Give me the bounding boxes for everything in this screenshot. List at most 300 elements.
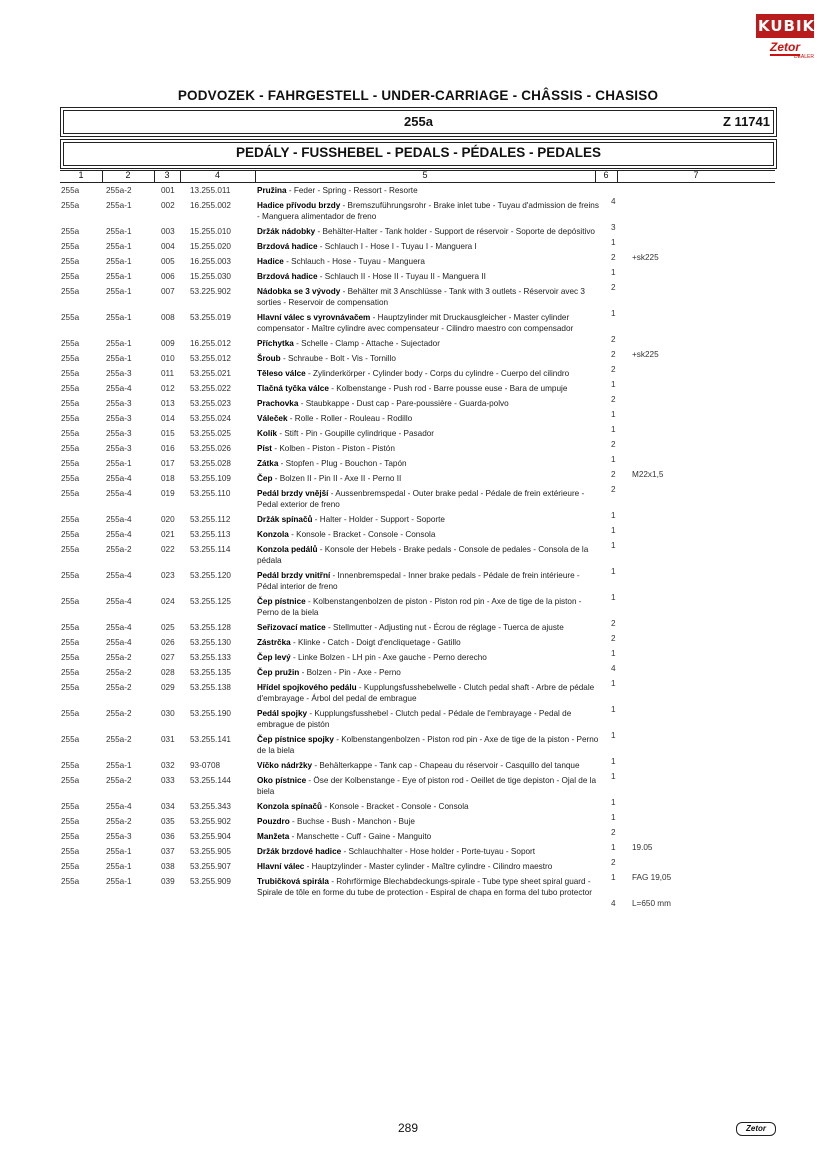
cell-col1: 255a bbox=[61, 653, 80, 662]
cell-col3: 014 bbox=[161, 414, 175, 423]
part-translations: - Stift - Pin - Goupille cylindrique - Pasador bbox=[279, 429, 435, 438]
part-description bbox=[257, 271, 602, 282]
cell-col4: 53.255.141 bbox=[190, 735, 231, 744]
part-description bbox=[257, 831, 602, 842]
part-translations: - Klinke - Catch - Doigt d'encliquetage - Gatillo bbox=[292, 638, 461, 647]
cell-col4: 53.255.907 bbox=[190, 862, 231, 871]
cell-col4: 53.255.343 bbox=[190, 802, 231, 811]
cell-col4: 53.255.113 bbox=[190, 530, 231, 539]
part-translations: - Kolbenstange - Push rod - Barre pousse euse - Bara de umpuje bbox=[331, 384, 568, 393]
cell-col4: 13.255.011 bbox=[190, 186, 231, 195]
cell-col1: 255a bbox=[61, 530, 80, 539]
part-name: Zátka bbox=[257, 459, 279, 468]
part-translations: - Schlauch I - Hose I - Tuyau I - Manguera I bbox=[319, 242, 477, 251]
part-translations: - Kolben - Piston - Piston - Pistón bbox=[274, 444, 395, 453]
cell-col2: 255a-1 bbox=[106, 761, 132, 770]
cell-col3: 031 bbox=[161, 735, 175, 744]
part-description bbox=[257, 652, 602, 663]
part-name: Zástrčka bbox=[257, 638, 291, 647]
col-header-3: 3 bbox=[164, 170, 170, 180]
part-quantity: 1 bbox=[611, 772, 616, 781]
cell-col3: 015 bbox=[161, 429, 175, 438]
part-name: Brzdová hadice bbox=[257, 242, 318, 251]
part-translations: - Feder - Spring - Ressort - Resorte bbox=[288, 186, 418, 195]
part-quantity: 2 bbox=[611, 335, 616, 344]
part-quantity: 1 bbox=[611, 309, 616, 318]
part-quantity: 2 bbox=[611, 470, 616, 479]
part-quantity: 2 bbox=[611, 858, 616, 867]
cell-col3: 012 bbox=[161, 384, 175, 393]
part-name: Pedál brzdy vnitřní bbox=[257, 571, 331, 580]
cell-col2: 255a-3 bbox=[106, 414, 132, 423]
col-header-6: 6 bbox=[603, 170, 609, 180]
part-quantity: 1 bbox=[611, 541, 616, 550]
cell-col4: 53.255.028 bbox=[190, 459, 231, 468]
group-code: 255a bbox=[404, 114, 433, 129]
part-name: Pedál brzdy vnější bbox=[257, 489, 329, 498]
cell-col1: 255a bbox=[61, 709, 80, 718]
cell-col1: 255a bbox=[61, 474, 80, 483]
cell-col4: 53.255.026 bbox=[190, 444, 231, 453]
part-quantity: 1 bbox=[611, 526, 616, 535]
section-box bbox=[60, 139, 777, 169]
part-description bbox=[257, 428, 602, 439]
part-description bbox=[257, 682, 602, 704]
part-name: Brzdová hadice bbox=[257, 272, 318, 281]
cell-col1: 255a bbox=[61, 802, 80, 811]
part-translations: - Manschette - Cuff - Gaine - Manguito bbox=[291, 832, 432, 841]
cell-col1: 255a bbox=[61, 832, 80, 841]
part-translations: - Aussenbremspedal - Outer brake pedal - Pédale de frein extérieure - Pedal exterior de freno bbox=[257, 489, 585, 509]
cell-col2: 255a-4 bbox=[106, 530, 132, 539]
cell-col3: 033 bbox=[161, 776, 175, 785]
cell-col3: 037 bbox=[161, 847, 175, 856]
cell-col3: 002 bbox=[161, 201, 175, 210]
part-description bbox=[257, 861, 602, 872]
cell-col4: 53.255.144 bbox=[190, 776, 231, 785]
part-name: Šroub bbox=[257, 354, 281, 363]
col-header-2: 2 bbox=[125, 170, 131, 180]
part-description bbox=[257, 708, 602, 730]
part-quantity: 2 bbox=[611, 485, 616, 494]
cell-col3: 038 bbox=[161, 862, 175, 871]
part-quantity: 1 bbox=[611, 455, 616, 464]
part-name: Čep pístnice spojky bbox=[257, 735, 334, 744]
part-description bbox=[257, 570, 602, 592]
part-note: M22x1,5 bbox=[632, 470, 664, 479]
part-quantity: 4 bbox=[611, 197, 616, 206]
cell-col2: 255a-4 bbox=[106, 597, 132, 606]
cell-col2: 255a-3 bbox=[106, 444, 132, 453]
part-translations: - Halter - Holder - Support - Soporte bbox=[314, 515, 445, 524]
cell-col3: 005 bbox=[161, 257, 175, 266]
part-translations: - Stellmutter - Adjusting nut - Écrou de réglage - Tuerca de ajuste bbox=[328, 623, 564, 632]
cell-col4: 53.255.138 bbox=[190, 683, 231, 692]
part-name: Hlavní válec s vyrovnávačem bbox=[257, 313, 371, 322]
cell-col1: 255a bbox=[61, 227, 80, 236]
parts-table bbox=[0, 185, 826, 908]
column-header-row bbox=[60, 170, 775, 183]
part-name: Hlavní válec bbox=[257, 862, 305, 871]
cell-col3: 017 bbox=[161, 459, 175, 468]
part-translations: - Konsole - Bracket - Console - Consola bbox=[324, 802, 469, 811]
cell-col3: 029 bbox=[161, 683, 175, 692]
part-quantity: 2 bbox=[611, 619, 616, 628]
cell-col3: 016 bbox=[161, 444, 175, 453]
cell-col3: 027 bbox=[161, 653, 175, 662]
part-note: 19.05 bbox=[632, 843, 653, 852]
part-quantity: 2 bbox=[611, 634, 616, 643]
cell-col1: 255a bbox=[61, 414, 80, 423]
part-name: Čep bbox=[257, 474, 273, 483]
part-name: Konzola pedálů bbox=[257, 545, 318, 554]
part-name: Pedál spojky bbox=[257, 709, 308, 718]
part-name: Pružina bbox=[257, 186, 287, 195]
part-description bbox=[257, 256, 602, 267]
logo-tagline: DEALER bbox=[793, 54, 814, 60]
cell-col2: 255a-3 bbox=[106, 832, 132, 841]
cell-col2: 255a-1 bbox=[106, 339, 132, 348]
cell-col2: 255a-2 bbox=[106, 735, 132, 744]
part-name: Pouzdro bbox=[257, 817, 290, 826]
cell-col1: 255a bbox=[61, 761, 80, 770]
part-quantity: 2 bbox=[611, 395, 616, 404]
cell-col4: 53.255.133 bbox=[190, 653, 231, 662]
kubik-logo bbox=[756, 14, 814, 70]
cell-col3: 001 bbox=[161, 186, 175, 195]
cell-col4: 53.255.125 bbox=[190, 597, 231, 606]
cell-col2: 255a-3 bbox=[106, 429, 132, 438]
cell-col1: 255a bbox=[61, 638, 80, 647]
part-translations: - Kolbenstangenbolzen de piston - Piston rod pin - Axe de tige de la piston - Perno de la biela bbox=[257, 597, 582, 617]
part-description bbox=[257, 514, 602, 525]
cell-col1: 255a bbox=[61, 201, 80, 210]
part-translations: - Behälter-Halter - Tank holder - Support de réservoir - Soporte de depósitivo bbox=[317, 227, 595, 236]
cell-col4: 53.255.025 bbox=[190, 429, 231, 438]
part-name: Hadice přívodu brzdy bbox=[257, 201, 341, 210]
cell-col4: 53.255.012 bbox=[190, 354, 231, 363]
cell-col2: 255a-2 bbox=[106, 817, 132, 826]
page-header-title: PODVOZEK - FAHRGESTELL - UNDER-CARRIAGE - CHÂSSIS - CHASISO bbox=[177, 88, 659, 103]
cell-col1: 255a bbox=[61, 429, 80, 438]
cell-col3: 008 bbox=[161, 313, 175, 322]
cell-col2: 255a-2 bbox=[106, 709, 132, 718]
cell-col3: 022 bbox=[161, 545, 175, 554]
part-translations: - Stopfen - Plug - Bouchon - Tapón bbox=[280, 459, 407, 468]
part-translations: - Kupplungsfusshebelwelle - Clutch pedal shaft - Arbre de pédale d'embrayage - Árbol del pedal de embrague bbox=[257, 683, 595, 703]
part-quantity: 1 bbox=[611, 843, 616, 852]
part-description bbox=[257, 368, 602, 379]
cell-col2: 255a-2 bbox=[106, 668, 132, 677]
cell-col3: 011 bbox=[161, 369, 175, 378]
cell-col3: 023 bbox=[161, 571, 175, 580]
cell-col2: 255a-1 bbox=[106, 227, 132, 236]
part-quantity: 1 bbox=[611, 268, 616, 277]
part-quantity: 1 bbox=[611, 567, 616, 576]
part-translations: - Linke Bolzen - LH pin - Axe gauche - Perno derecho bbox=[292, 653, 487, 662]
cell-col4: 16.255.002 bbox=[190, 201, 231, 210]
cell-col2: 255a-4 bbox=[106, 571, 132, 580]
part-name: Čep pružin bbox=[257, 668, 300, 677]
cell-col1: 255a bbox=[61, 369, 80, 378]
part-translations: - Schlauch - Hose - Tuyau - Manguera bbox=[286, 257, 425, 266]
cell-col2: 255a-2 bbox=[106, 545, 132, 554]
part-quantity: 2 bbox=[611, 253, 616, 262]
cell-col1: 255a bbox=[61, 339, 80, 348]
cell-col3: 039 bbox=[161, 877, 175, 886]
part-name: Váleček bbox=[257, 414, 288, 423]
cell-col1: 255a bbox=[61, 668, 80, 677]
cell-col3: 026 bbox=[161, 638, 175, 647]
part-quantity: 4 bbox=[611, 664, 616, 673]
cell-col4: 53.255.021 bbox=[190, 369, 231, 378]
part-quantity: 1 bbox=[611, 380, 616, 389]
part-quantity: 1 bbox=[611, 679, 616, 688]
part-description bbox=[257, 226, 602, 237]
cell-col2: 255a-4 bbox=[106, 489, 132, 498]
cell-col4: 53.255.109 bbox=[190, 474, 231, 483]
part-description bbox=[257, 816, 602, 827]
part-name: Manžeta bbox=[257, 832, 290, 841]
part-description bbox=[257, 529, 602, 540]
cell-col1: 255a bbox=[61, 571, 80, 580]
part-description bbox=[257, 488, 602, 510]
cell-col4: 53.255.022 bbox=[190, 384, 231, 393]
cell-col3: 036 bbox=[161, 832, 175, 841]
part-name: Trubičková spirála bbox=[257, 877, 329, 886]
part-name: Těleso válce bbox=[257, 369, 306, 378]
part-translations: - Buchse - Bush - Manchon - Buje bbox=[292, 817, 415, 826]
cell-col4: 53.255.120 bbox=[190, 571, 231, 580]
cell-col3: 024 bbox=[161, 597, 175, 606]
cell-col2: 255a-1 bbox=[106, 862, 132, 871]
cell-col4: 16.255.012 bbox=[190, 339, 231, 348]
part-name: Oko pístnice bbox=[257, 776, 307, 785]
cell-col1: 255a bbox=[61, 847, 80, 856]
part-name: Hadice bbox=[257, 257, 284, 266]
cell-col2: 255a-1 bbox=[106, 242, 132, 251]
cell-col4: 53.255.110 bbox=[190, 489, 231, 498]
group-box bbox=[60, 107, 777, 137]
part-description bbox=[257, 846, 602, 857]
cell-col2: 255a-3 bbox=[106, 399, 132, 408]
cell-col4: 53.255.023 bbox=[190, 399, 231, 408]
cell-col2: 255a-2 bbox=[106, 653, 132, 662]
part-description bbox=[257, 286, 602, 308]
part-name: Hřídel spojkového pedálu bbox=[257, 683, 357, 692]
part-translations: - Behälterkappe - Tank cap - Chapeau du réservoir - Casquillo del tanque bbox=[314, 761, 580, 770]
part-description bbox=[257, 637, 602, 648]
part-description bbox=[257, 760, 602, 771]
part-quantity: 1 bbox=[611, 511, 616, 520]
part-translations: - Öse der Kolbenstange - Eye of piston rod - Oeillet de tige depiston - Ojal de la biela bbox=[257, 776, 597, 796]
part-name: Čep levý bbox=[257, 653, 291, 662]
part-translations: - Kupplungsfusshebel - Clutch pedal - Pédale de l'embrayage - Pedal de embrague de pistón bbox=[257, 709, 572, 729]
cell-col3: 006 bbox=[161, 272, 175, 281]
cell-col3: 025 bbox=[161, 623, 175, 632]
part-translations: - Hauptzylinder mit Druckausgleicher - Master cylinder compensator - Maître cylindre avec compensateur - Cilindro maestro con compensador bbox=[257, 313, 574, 333]
part-name: Píst bbox=[257, 444, 273, 453]
part-description bbox=[257, 353, 602, 364]
cell-col2: 255a-1 bbox=[106, 201, 132, 210]
cell-col4: 15.255.010 bbox=[190, 227, 231, 236]
cell-col3: 021 bbox=[161, 530, 175, 539]
part-name: Čep pístnice bbox=[257, 597, 306, 606]
part-name: Víčko nádržky bbox=[257, 761, 313, 770]
part-description bbox=[257, 398, 602, 409]
cell-col4: 15.255.030 bbox=[190, 272, 231, 281]
part-quantity: 1 bbox=[611, 410, 616, 419]
cell-col1: 255a bbox=[61, 287, 80, 296]
part-quantity: 4 bbox=[611, 899, 616, 908]
cell-col2: 255a-1 bbox=[106, 459, 132, 468]
part-name: Držák brzdové hadice bbox=[257, 847, 342, 856]
part-description bbox=[257, 413, 602, 424]
cell-col1: 255a bbox=[61, 817, 80, 826]
part-translations: - Rohrförmige Blechabdeckungs-spirale - Tube type sheet spiral guard - Spirale de tôle en forme du tube de protection - Espiral de chapa en forma del tubo protector bbox=[257, 877, 592, 897]
cell-col2: 255a-2 bbox=[106, 186, 132, 195]
part-translations: - Schraube - Bolt - Vis - Tornillo bbox=[282, 354, 396, 363]
cell-col4: 53.255.135 bbox=[190, 668, 231, 677]
part-quantity: 2 bbox=[611, 350, 616, 359]
part-translations: - Schlauch II - Hose II - Tuyau II - Manguera II bbox=[319, 272, 486, 281]
cell-col2: 255a-4 bbox=[106, 623, 132, 632]
cell-col4: 53.255.019 bbox=[190, 313, 231, 322]
cell-col1: 255a bbox=[61, 862, 80, 871]
z-number: Z 11741 bbox=[723, 114, 770, 129]
cell-col3: 003 bbox=[161, 227, 175, 236]
part-translations: - Schlauchhalter - Hose holder - Porte-tuyau - Soport bbox=[343, 847, 536, 856]
cell-col1: 255a bbox=[61, 444, 80, 453]
col-header-7: 7 bbox=[693, 170, 699, 180]
part-quantity: 1 bbox=[611, 731, 616, 740]
part-translations: - Konsole - Bracket - Console - Consola bbox=[291, 530, 436, 539]
cell-col1: 255a bbox=[61, 623, 80, 632]
cell-col1: 255a bbox=[61, 776, 80, 785]
cell-col1: 255a bbox=[61, 545, 80, 554]
part-quantity: 2 bbox=[611, 440, 616, 449]
cell-col2: 255a-4 bbox=[106, 802, 132, 811]
logo-brand: KUBIK bbox=[756, 14, 814, 38]
cell-col1: 255a bbox=[61, 186, 80, 195]
part-description bbox=[257, 801, 602, 812]
part-translations: - Hauptzylinder - Master cylinder - Maître cylindre - Cilindro maestro bbox=[306, 862, 553, 871]
cell-col1: 255a bbox=[61, 399, 80, 408]
part-note: +sk225 bbox=[632, 253, 659, 262]
part-description bbox=[257, 338, 602, 349]
cell-col3: 020 bbox=[161, 515, 175, 524]
part-quantity: 1 bbox=[611, 593, 616, 602]
cell-col1: 255a bbox=[61, 597, 80, 606]
cell-col1: 255a bbox=[61, 459, 80, 468]
part-quantity: 2 bbox=[611, 283, 616, 292]
part-description bbox=[257, 185, 602, 196]
cell-col2: 255a-1 bbox=[106, 313, 132, 322]
part-note: L=650 mm bbox=[632, 899, 671, 908]
part-quantity: 3 bbox=[611, 223, 616, 232]
cell-col4: 93-0708 bbox=[190, 761, 221, 770]
cell-col3: 007 bbox=[161, 287, 175, 296]
cell-col4: 15.255.020 bbox=[190, 242, 231, 251]
part-description bbox=[257, 458, 602, 469]
part-description bbox=[257, 200, 602, 222]
cell-col3: 032 bbox=[161, 761, 175, 770]
cell-col2: 255a-3 bbox=[106, 369, 132, 378]
cell-col1: 255a bbox=[61, 272, 80, 281]
cell-col4: 53.255.902 bbox=[190, 817, 231, 826]
cell-col2: 255a-4 bbox=[106, 515, 132, 524]
col-header-4: 4 bbox=[214, 170, 220, 180]
part-description bbox=[257, 596, 602, 618]
cell-col2: 255a-1 bbox=[106, 847, 132, 856]
cell-col3: 009 bbox=[161, 339, 175, 348]
cell-col4: 53.225.902 bbox=[190, 287, 231, 296]
part-description bbox=[257, 473, 602, 484]
col-header-5: 5 bbox=[422, 170, 428, 180]
part-translations: - Schelle - Clamp - Attache - Sujectador bbox=[296, 339, 440, 348]
part-name: Tlačná tyčka válce bbox=[257, 384, 329, 393]
cell-col2: 255a-4 bbox=[106, 474, 132, 483]
part-quantity: 1 bbox=[611, 813, 616, 822]
part-quantity: 1 bbox=[611, 873, 616, 882]
cell-col1: 255a bbox=[61, 313, 80, 322]
cell-col4: 53.255.905 bbox=[190, 847, 231, 856]
cell-col3: 018 bbox=[161, 474, 175, 483]
cell-col3: 004 bbox=[161, 242, 175, 251]
table-row bbox=[0, 876, 826, 908]
part-quantity: 1 bbox=[611, 425, 616, 434]
footer-zetor-logo: Zetor bbox=[736, 1122, 776, 1136]
cell-col3: 019 bbox=[161, 489, 175, 498]
cell-col4: 53.255.128 bbox=[190, 623, 231, 632]
cell-col2: 255a-1 bbox=[106, 272, 132, 281]
cell-col1: 255a bbox=[61, 683, 80, 692]
section-title: PEDÁLY - FUSSHEBEL - PEDALS - PÉDALES - PEDALES bbox=[235, 145, 602, 160]
part-quantity: 1 bbox=[611, 649, 616, 658]
cell-col4: 53.255.024 bbox=[190, 414, 231, 423]
cell-col2: 255a-1 bbox=[106, 354, 132, 363]
logo-zetor: Zetor bbox=[770, 40, 800, 54]
col-header-1: 1 bbox=[78, 170, 84, 180]
cell-col4: 53.255.904 bbox=[190, 832, 231, 841]
part-translations: - Rolle - Roller - Rouleau - Rodillo bbox=[289, 414, 413, 423]
cell-col1: 255a bbox=[61, 877, 80, 886]
part-note: +sk225 bbox=[632, 350, 659, 359]
cell-col1: 255a bbox=[61, 242, 80, 251]
cell-col4: 53.255.130 bbox=[190, 638, 231, 647]
part-quantity: 1 bbox=[611, 757, 616, 766]
part-description bbox=[257, 544, 602, 566]
cell-col2: 255a-2 bbox=[106, 776, 132, 785]
part-name: Konzola spínačů bbox=[257, 802, 323, 811]
part-description bbox=[257, 667, 602, 678]
part-quantity: 1 bbox=[611, 705, 616, 714]
cell-col2: 255a-1 bbox=[106, 877, 132, 886]
cell-col4: 53.255.112 bbox=[190, 515, 231, 524]
part-description bbox=[257, 241, 602, 252]
part-translations: - Zylinderkörper - Cylinder body - Corps du cylindre - Cuerpo del cilindro bbox=[307, 369, 570, 378]
cell-col4: 16.255.003 bbox=[190, 257, 231, 266]
cell-col2: 255a-1 bbox=[106, 257, 132, 266]
part-description bbox=[257, 443, 602, 454]
cell-col3: 028 bbox=[161, 668, 175, 677]
part-name: Kolík bbox=[257, 429, 278, 438]
cell-col1: 255a bbox=[61, 489, 80, 498]
cell-col2: 255a-1 bbox=[106, 287, 132, 296]
part-translations: - Innenbremspedal - Inner brake pedals - Pédale de frein intérieure - Pédal interior de freno bbox=[257, 571, 580, 591]
cell-col1: 255a bbox=[61, 384, 80, 393]
part-name: Držák spínačů bbox=[257, 515, 313, 524]
